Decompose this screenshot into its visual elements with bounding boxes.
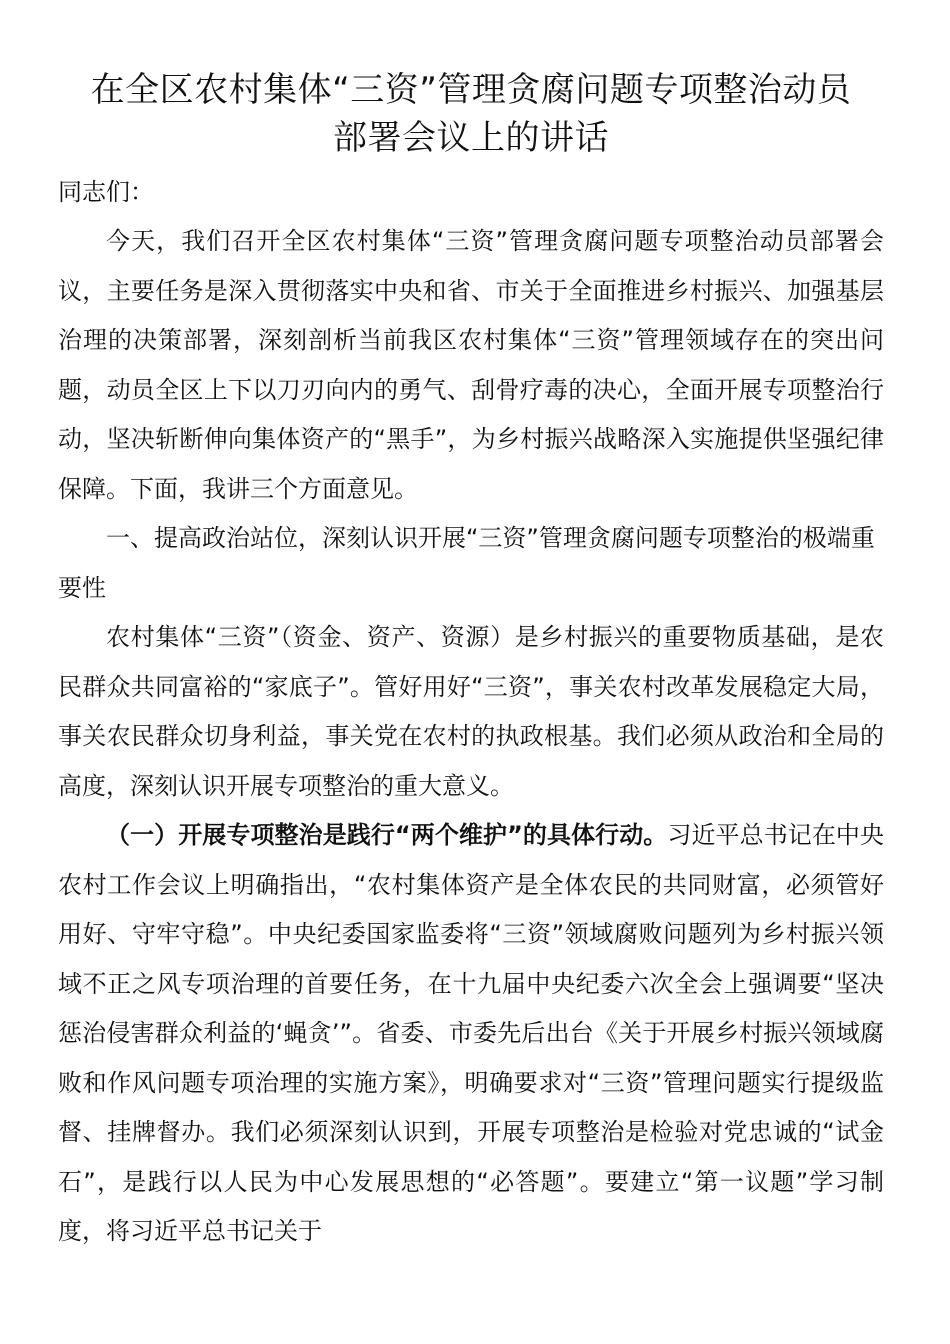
subsection-1-heading: （一）开展专项整治是践行“两个维护”的具体行动。 bbox=[106, 821, 668, 849]
document-title bbox=[58, 66, 884, 162]
subsection-1-paragraph bbox=[58, 811, 884, 1257]
section-1-heading: 一、提高政治站位，深刻认识开展“三资”管理贪腐问题专项整治的极端重要性 bbox=[58, 524, 875, 602]
subsection-1-text: 习近平总书记在中央农村工作会议上明确指出，“农村集体资产是全体农民的共同财富，必须管好用好、守牢守稳”。中央纪委国家监委将“三资”领域腐败问题列为乡村振兴领域不正之风专项治理的首要任务，在十九届中央纪委六次全会上强调要“坚决惩治侵害群众利益的‘蝇贪’”。省委、市委先后出台《关于开展乡村振兴领域腐败和作风问题专项治理的实施方案》，明确要求对“三资”管理问题实行提级监督、挂牌督办。我们必须深刻认识到，开展专项整治是检验对党忠诚的“试金石”，是践行以人民为中心发展思想的“必答题”。要建立“第一议题”学习制度，将习近平总书记关于 bbox=[58, 821, 885, 1245]
title-line-1: 在全区农村集体“三资”管理贪腐问题专项整治动员 bbox=[90, 70, 852, 110]
section-1-paragraph: 农村集体“三资”（资金、资产、资源）是乡村振兴的重要物质基础，是农民群众共同富裕的“家底子”。管好用好“三资”，事关农村改革发展稳定大局，事关农民群众切身利益，事关党在农村的执政根基。我们必须从政治和全局的高度，深刻认识开展专项整治的重大意义。 bbox=[58, 623, 884, 800]
title-line-2: 部署会议上的讲话 bbox=[333, 118, 609, 158]
salutation: 同志们： bbox=[58, 178, 154, 206]
intro-paragraph: 今天，我们召开全区农村集体“三资”管理贪腐问题专项整治动员部署会议，主要任务是深入贯彻落实中央和省、市关于全面推进乡村振兴、加强基层治理的决策部署，深刻剖析当前我区农村集体“三资”管理领域存在的突出问题，动员全区上下以刀刃向内的勇气、刮骨疗毒的决心，全面开展专项整治行动，坚决斩断伸向集体资产的“黑手”，为乡村振兴战略深入实施提供坚强纪律保障。下面，我讲三个方面意见。 bbox=[58, 227, 884, 503]
